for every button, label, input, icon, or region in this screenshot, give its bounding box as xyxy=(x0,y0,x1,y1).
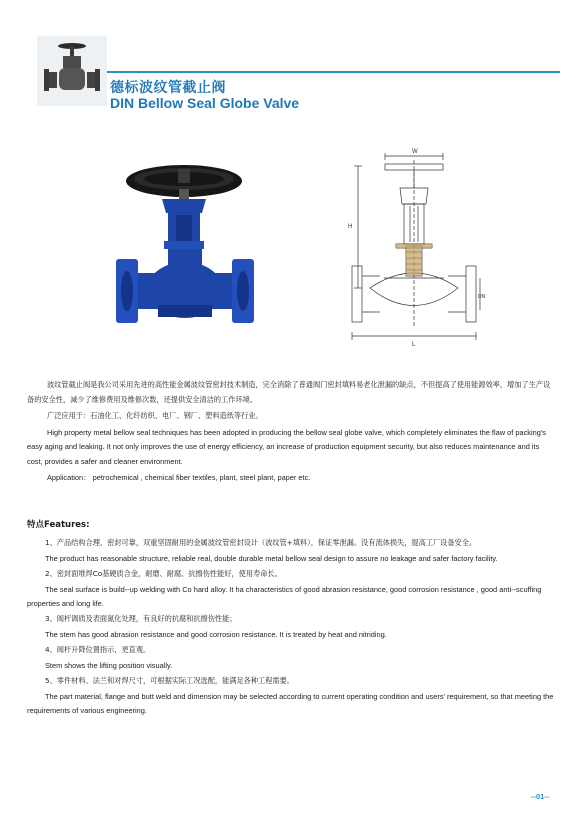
feature-3-cn: 3、阀杆调质及表面氮化处理，有良好的抗腐和抗擦伤性能； xyxy=(45,614,237,623)
feature-4-cn: 4、阀杆升降位置指示，更直观。 xyxy=(45,645,151,654)
valve-thumbnail-image xyxy=(37,36,107,106)
features-section xyxy=(27,518,555,719)
feature-5-cn: 5、零件材料、法兰和对焊尺寸，可根据实际工况选配，能满足各种工程需要。 xyxy=(45,676,294,685)
product-description xyxy=(27,378,555,488)
description-en: High property metal bellow seal techniques has been adopted in producing the bellow seal globe valve, which completely eliminates the flaw of packing's easy aging and leaking. It not only improves the use of energy efficiency, an increase of production equipment security, but also reduces maintenance and its cost, provides a safer and cleaner environment. xyxy=(27,427,546,466)
features-heading: 特点Features: xyxy=(27,520,90,530)
page-title-chinese: 德标波纹管截止阀 xyxy=(110,80,226,96)
feature-1-en: The product has reasonable structure, reliable real, double durable metal bellow seal design to assure no leakage and safer factory facility. xyxy=(45,553,498,563)
description-cn: 波纹管截止阀是我公司采用先进的高性能金属波纹管密封技术制造，完全消除了普通阀门密封填料易老化泄漏的缺点，不但提高了使用能源效率，增加了生产设备的安全性，减少了维修费用及维修次数，还提供安全清洁的工作环境。 xyxy=(27,380,551,404)
page-number: --01-- xyxy=(531,792,550,801)
applications-cn: 广泛应用于：石油化工、化纤纺织、电厂、钢厂、塑料造纸等行业。 xyxy=(47,411,263,420)
valve-photo-graphic xyxy=(108,155,263,340)
valve-product-photo xyxy=(108,155,263,340)
feature-2-cn: 2、密封面堆焊Co基硬质合金，耐磨、耐腐、抗擦伤性能好，使用寿命长。 xyxy=(45,569,282,578)
dim-label-h: H xyxy=(348,224,353,230)
dim-label-w: W xyxy=(412,149,418,155)
feature-5-en: The part material, flange and butt weld and dimension may be selected according to current operating condition and users' requirement, so that meeting the requirements of various engineering. xyxy=(27,691,554,715)
applications-en: Application： petrochemical , chemical fiber textiles, plant, steel plant, paper etc. xyxy=(47,473,311,482)
feature-1-cn: 1、产品结构合理、密封可靠，双重坚固耐用的金属波纹管密封设计（波纹管+填料），保证零泄漏。没有流体损失，提高工厂设备安全。 xyxy=(45,538,477,547)
dim-label-l: L xyxy=(412,342,416,348)
drawing-graphic xyxy=(340,148,490,348)
feature-2-en: The seal surface is build--up welding with Co hard alloy. It ha characteristics of good abrasion resistance, good corrosion resistance , good anti--scuffing properties and long life. xyxy=(27,584,542,608)
feature-3-en: The stem has good abrasion resistance and good corrosion resistance. It is treated by heat and nitriding. xyxy=(45,629,387,639)
valve-technical-drawing xyxy=(340,148,490,348)
page-title-english: DIN Bellow Seal Globe Valve xyxy=(110,95,300,111)
feature-4-en: Stem shows the lifting position visually. xyxy=(45,660,173,670)
valve-thumbnail-graphic xyxy=(37,36,107,106)
header-divider xyxy=(107,71,560,73)
dim-label-dn: DN xyxy=(478,294,486,300)
